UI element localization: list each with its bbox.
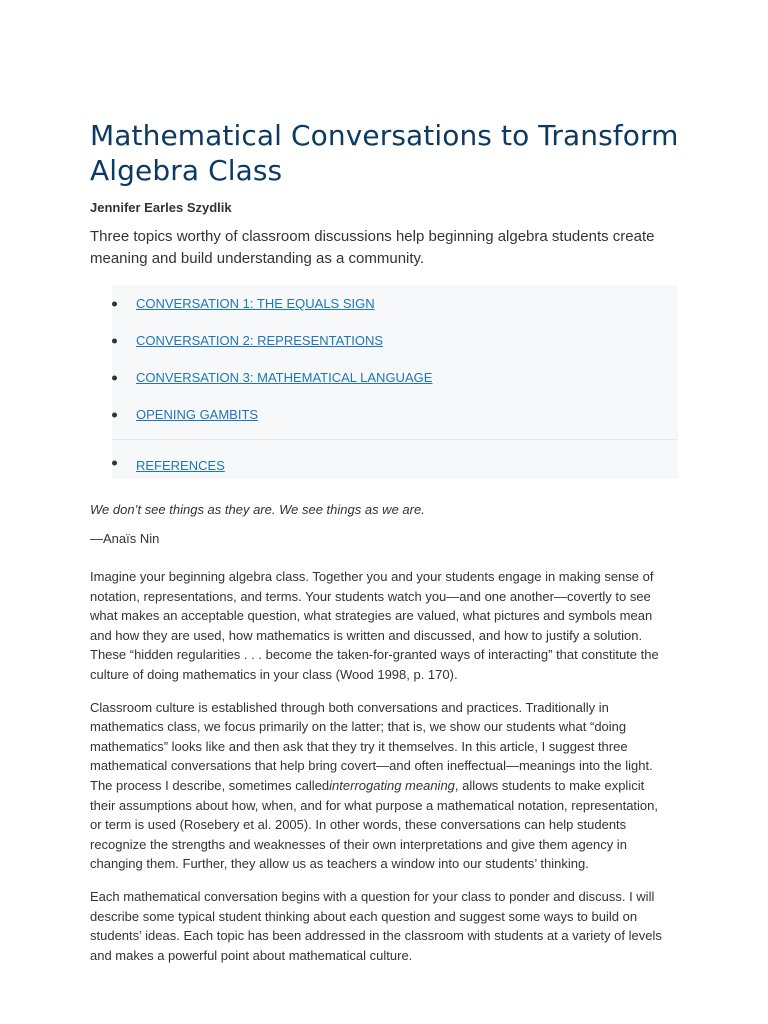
toc-item-conversation-2 <box>112 322 678 359</box>
body-paragraph-2-text: Classroom culture is established through both conversations and practices. Traditionally in mathematics class, we focus primarily on the latter; that is, we show our students what “doing mathematics” looks like and then ask that they try it themselves. In this article, I suggest three mathematical conversations that help bring covert—and often ineffectual—meanings into the light. The process I describe, sometimes called <box>90 699 653 793</box>
toc-link-conversation-1[interactable]: CONVERSATION 1: THE EQUALS SIGN <box>136 296 375 311</box>
body-paragraph-3: Each mathematical conversation begins with a question for your class to ponder and discuss. I will describe some typical student thinking about each question and suggest some ways to build on students’ ideas. Each topic has been addressed in the classroom with students at a variety of levels and makes a powerful point about mathematical culture. <box>90 888 662 963</box>
article-dek: Three topics worthy of classroom discussions help beginning algebra students create meaning and build understanding as a community. <box>90 228 655 267</box>
toc-link-opening-gambits[interactable]: OPENING GAMBITS <box>136 407 259 422</box>
epigraph-quote: We don’t see things as they are. We see things as we are. <box>90 502 425 517</box>
bullet-icon <box>112 461 117 466</box>
toc-item-references <box>112 439 678 479</box>
toc-item-conversation-3 <box>112 359 678 396</box>
toc-link-references[interactable]: REFERENCES <box>136 458 225 473</box>
article-author: Jennifer Earles Szydlik <box>90 200 232 215</box>
body-paragraph-2-emphasis: interrogating meaning <box>329 777 455 793</box>
article <box>90 118 680 978</box>
toc-link-conversation-3[interactable]: CONVERSATION 3: MATHEMATICAL LANGUAGE <box>136 370 433 385</box>
body-paragraph-2 <box>90 698 670 874</box>
bullet-icon <box>112 412 117 417</box>
epigraph-attribution: —Anaïs Nin <box>90 531 160 546</box>
body-paragraph-2-text-continued: , allows students to make explicit their assumptions about how, when, and for what purpose a mathematical notation, representation, or term is used (Rosebery et al. 2005). In other words, these conversations can help students recognize the strengths and weaknesses of their own interpretations and give them agency in changing them. Further, they allow us as teachers a window into our students’ thinking. <box>90 777 659 872</box>
article-title: Mathematical Conversations to Transform Algebra Class <box>90 119 679 187</box>
body-paragraph-1: Imagine your beginning algebra class. Together you and your students engage in making sense of notation, representations, and terms. Your students watch you—and one another—covertly to see what makes an acceptable question, what strategies are valued, what pictures and symbols mean and how they are used, how mathematics is written and discussed, and how to justify a solution. These “hidden regularities . . . become the taken-for-granted ways of interacting” that constitute the culture of doing mathematics in your class (Wood 1998, p. 170). <box>90 569 659 682</box>
toc-item-conversation-1 <box>112 285 678 322</box>
bullet-icon <box>112 375 117 380</box>
table-of-contents <box>112 285 678 479</box>
bullet-icon <box>112 301 117 306</box>
toc-link-conversation-2[interactable]: CONVERSATION 2: REPRESENTATIONS <box>136 333 384 348</box>
toc-item-opening-gambits <box>112 396 678 433</box>
bullet-icon <box>112 338 117 343</box>
